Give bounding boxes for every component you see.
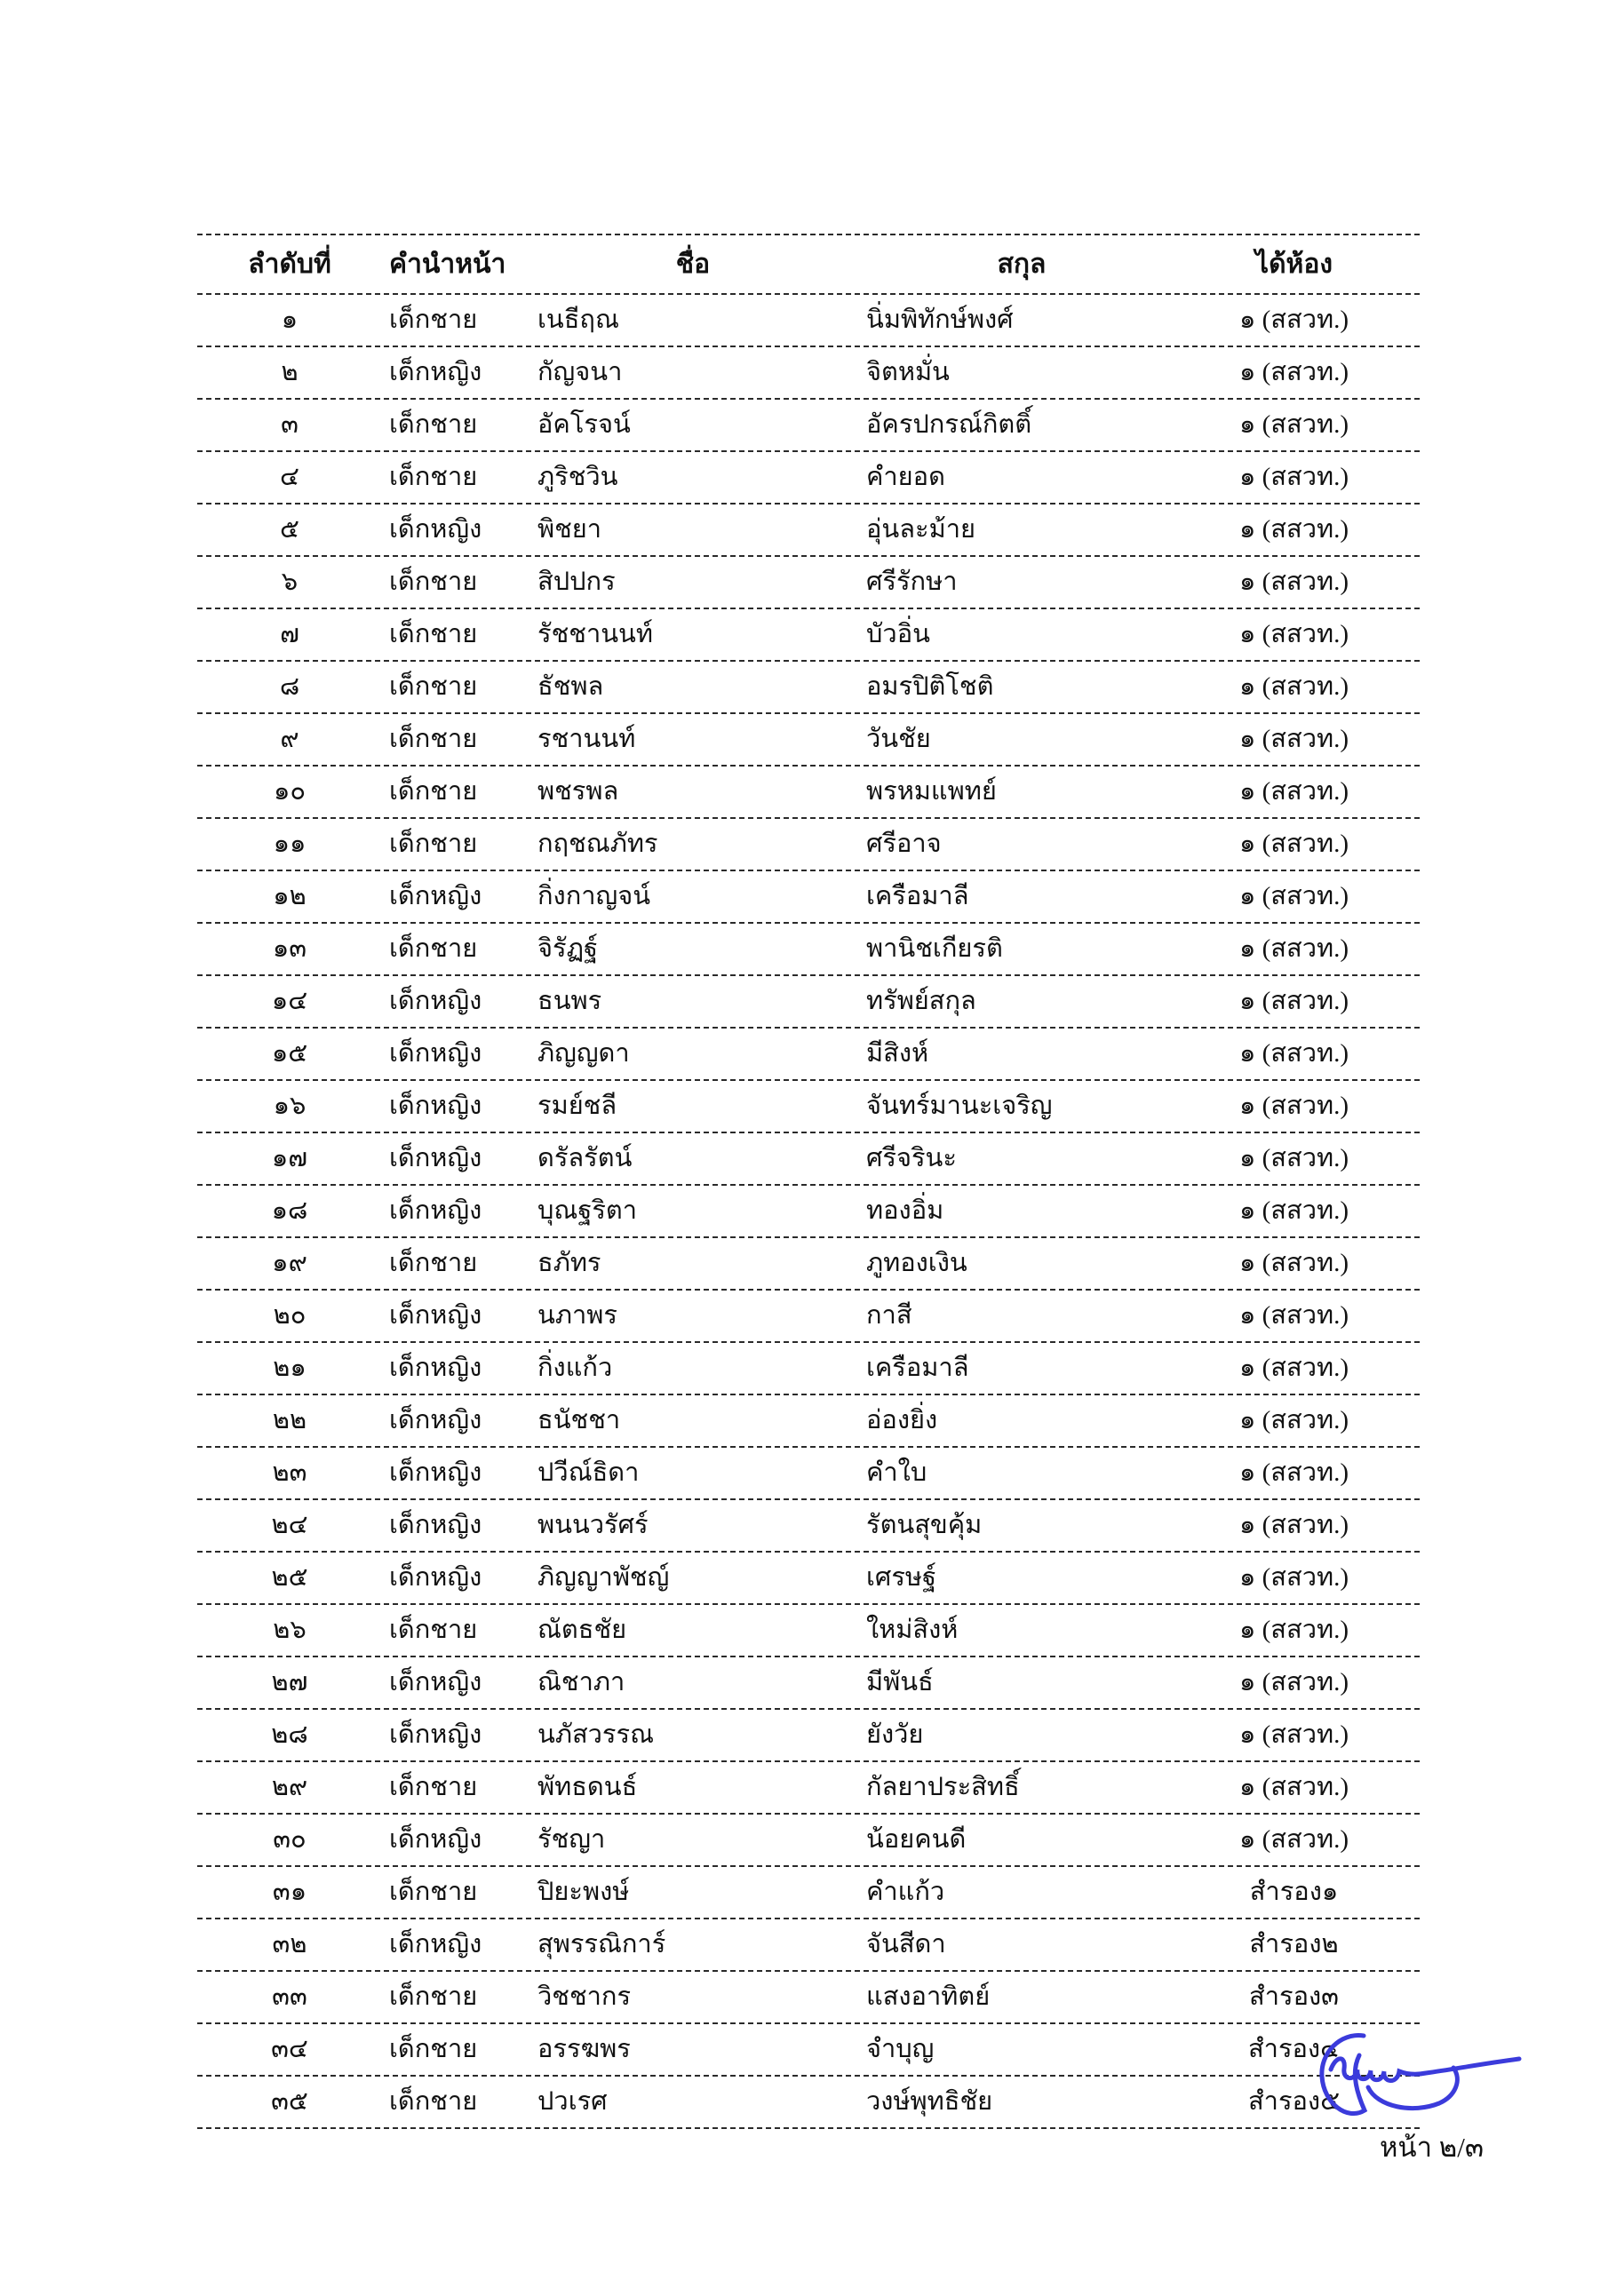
prefix-cell: เด็กหญิง xyxy=(389,1301,482,1330)
prefix-cell: เด็กหญิง xyxy=(389,1092,482,1120)
header-no: ลำดับที่ xyxy=(248,249,331,279)
last-name-cell: คำใบ xyxy=(866,1458,927,1487)
row-number-cell: ๒๘ xyxy=(271,1720,308,1749)
table-row xyxy=(197,1710,1420,1762)
prefix-cell: เด็กชาย xyxy=(389,777,478,806)
table-row xyxy=(197,1448,1420,1500)
last-name-cell: ทองอิ่ม xyxy=(866,1196,944,1225)
room-cell: ๑ (สสวท.) xyxy=(1238,1668,1349,1696)
row-number-cell: ๑๕ xyxy=(271,1039,308,1068)
row-number-cell: ๑๗ xyxy=(271,1144,308,1172)
last-name-cell: ศรีรักษา xyxy=(866,568,958,596)
row-number-cell: ๖ xyxy=(281,568,299,596)
room-cell: ๑ (สสวท.) xyxy=(1238,358,1349,386)
last-name-cell: ยังวัย xyxy=(866,1720,924,1749)
last-name-cell: น้อยคนดี xyxy=(866,1825,967,1854)
room-cell: ๑ (สสวท.) xyxy=(1238,830,1349,858)
first-name-cell: นภาพร xyxy=(537,1301,617,1330)
prefix-cell: เด็กหญิง xyxy=(389,1668,482,1696)
last-name-cell: คำยอด xyxy=(866,463,945,491)
prefix-cell: เด็กชาย xyxy=(389,1982,478,2011)
last-name-cell: วันชัย xyxy=(866,725,931,753)
first-name-cell: อัคโรจน์ xyxy=(537,410,631,439)
table-header-row xyxy=(197,235,1420,295)
first-name-cell: ณิชาภา xyxy=(537,1668,625,1696)
first-name-cell: นภัสวรรณ xyxy=(537,1720,654,1749)
table-row xyxy=(197,1815,1420,1867)
last-name-cell: มีสิงห์ xyxy=(866,1039,929,1068)
last-name-cell: ทรัพย์สกุล xyxy=(866,987,976,1015)
last-name-cell: นิ่มพิทักษ์พงศ์ xyxy=(866,306,1014,334)
table-row xyxy=(197,1605,1420,1657)
table-row xyxy=(197,2077,1420,2129)
row-number-cell: ๑๙ xyxy=(272,1249,307,1277)
table-row xyxy=(197,819,1420,871)
last-name-cell: ศรีจรินะ xyxy=(866,1144,957,1172)
first-name-cell: สุพรรณิการ์ xyxy=(537,1930,666,1958)
room-cell: ๑ (สสวท.) xyxy=(1238,1616,1349,1644)
first-name-cell: กิ่งแก้ว xyxy=(537,1354,613,1382)
prefix-cell: เด็กชาย xyxy=(389,620,478,648)
prefix-cell: เด็กชาย xyxy=(389,1249,478,1277)
prefix-cell: เด็กหญิง xyxy=(389,515,482,544)
last-name-cell: ใหม่สิงห์ xyxy=(866,1616,959,1644)
first-name-cell: เนธีฤณ xyxy=(537,306,619,334)
room-cell: ๑ (สสวท.) xyxy=(1238,987,1349,1015)
room-cell: ๑ (สสวท.) xyxy=(1238,463,1349,491)
table-row xyxy=(197,1972,1420,2024)
row-number-cell: ๙ xyxy=(280,725,299,753)
table-row xyxy=(197,1291,1420,1343)
prefix-cell: เด็กหญิง xyxy=(389,1196,482,1225)
table-row xyxy=(197,557,1420,609)
room-cell: สำรอง๕ xyxy=(1247,2087,1341,2116)
last-name-cell: กัลยาประสิทธิ์ xyxy=(866,1773,1020,1801)
first-name-cell: ปิยะพงษ์ xyxy=(537,1878,630,1906)
room-cell: ๑ (สสวท.) xyxy=(1238,934,1349,963)
row-number-cell: ๑๐ xyxy=(273,777,306,806)
prefix-cell: เด็กชาย xyxy=(389,2087,478,2116)
room-cell: ๑ (สสวท.) xyxy=(1238,1196,1349,1225)
room-cell: ๑ (สสวท.) xyxy=(1238,1039,1349,1068)
prefix-cell: เด็กหญิง xyxy=(389,1563,482,1592)
row-number-cell: ๓๓ xyxy=(272,1982,307,2011)
table-row xyxy=(197,1238,1420,1291)
prefix-cell: เด็กชาย xyxy=(389,672,478,701)
table-row xyxy=(197,1029,1420,1081)
prefix-cell: เด็กชาย xyxy=(389,568,478,596)
last-name-cell: พานิชเกียรติ xyxy=(866,934,1003,963)
last-name-cell: อุ่นละม้าย xyxy=(866,515,975,544)
room-cell: ๑ (สสวท.) xyxy=(1238,568,1349,596)
row-number-cell: ๒ xyxy=(281,358,299,386)
prefix-cell: เด็กหญิง xyxy=(389,1825,482,1854)
row-number-cell: ๓๐ xyxy=(273,1825,306,1854)
table-row xyxy=(197,400,1420,452)
first-name-cell: ดรัลรัตน์ xyxy=(537,1144,633,1172)
prefix-cell: เด็กชาย xyxy=(389,1616,478,1644)
row-number-cell: ๑๒ xyxy=(273,882,306,910)
row-number-cell: ๒๑ xyxy=(273,1354,306,1382)
last-name-cell: เครือมาลี xyxy=(866,1354,969,1382)
room-cell: ๑ (สสวท.) xyxy=(1238,1301,1349,1330)
table-row xyxy=(197,1133,1420,1186)
row-number-cell: ๔ xyxy=(280,463,299,491)
table-row xyxy=(197,609,1420,662)
room-cell: ๑ (สสวท.) xyxy=(1238,1249,1349,1277)
prefix-cell: เด็กชาย xyxy=(389,2035,478,2063)
first-name-cell: ภูริชวิน xyxy=(537,463,618,491)
room-cell: ๑ (สสวท.) xyxy=(1238,777,1349,806)
row-number-cell: ๘ xyxy=(279,672,300,701)
prefix-cell: เด็กหญิง xyxy=(389,1406,482,1434)
prefix-cell: เด็กหญิง xyxy=(389,358,482,386)
room-cell: ๑ (สสวท.) xyxy=(1238,1720,1349,1749)
table-row xyxy=(197,1343,1420,1395)
row-number-cell: ๓๑ xyxy=(272,1878,307,1906)
room-cell: ๑ (สสวท.) xyxy=(1238,1563,1349,1592)
room-cell: สำรอง๑ xyxy=(1249,1878,1339,1906)
last-name-cell: วงษ์พุทธิชัย xyxy=(866,2087,993,2116)
prefix-cell: เด็กหญิง xyxy=(389,1511,482,1539)
room-cell: ๑ (สสวท.) xyxy=(1238,515,1349,544)
room-cell: ๑ (สสวท.) xyxy=(1238,1773,1349,1801)
prefix-cell: เด็กหญิง xyxy=(389,1720,482,1749)
table-row xyxy=(197,767,1420,819)
row-number-cell: ๒๐ xyxy=(273,1301,306,1330)
room-cell: ๑ (สสวท.) xyxy=(1238,1406,1349,1434)
table-row xyxy=(197,1186,1420,1238)
row-number-cell: ๑๖ xyxy=(273,1092,306,1120)
first-name-cell: พนนวรัศร์ xyxy=(537,1511,649,1539)
prefix-cell: เด็กชาย xyxy=(389,306,478,334)
header-prefix: คำนำหน้า xyxy=(389,249,506,279)
row-number-cell: ๑๔ xyxy=(271,987,308,1015)
prefix-cell: เด็กหญิง xyxy=(389,1354,482,1382)
table-row xyxy=(197,1867,1420,1919)
last-name-cell: พรหมแพทย์ xyxy=(866,777,997,806)
last-name-cell: แสงอาทิตย์ xyxy=(866,1982,991,2011)
row-number-cell: ๑๑ xyxy=(273,830,306,858)
last-name-cell: อ่องยิ่ง xyxy=(866,1406,938,1434)
first-name-cell: วิชชากร xyxy=(537,1982,632,2011)
last-name-cell: บัวอิ่น xyxy=(866,620,930,648)
row-number-cell: ๓ xyxy=(281,410,299,439)
table-row xyxy=(197,1919,1420,1972)
table-row xyxy=(197,1500,1420,1553)
first-name-cell: รมย์ชลี xyxy=(537,1092,617,1120)
row-number-cell: ๓๒ xyxy=(272,1930,307,1958)
room-cell: สำรอง๓ xyxy=(1249,1982,1339,2011)
last-name-cell: คำแก้ว xyxy=(866,1878,945,1906)
last-name-cell: จันทร์มานะเจริญ xyxy=(866,1092,1053,1120)
first-name-cell: รัชชานนท์ xyxy=(537,620,653,648)
row-number-cell: ๑๘ xyxy=(271,1196,308,1225)
row-number-cell: ๕ xyxy=(280,515,299,544)
student-table xyxy=(197,234,1420,2129)
row-number-cell: ๑๓ xyxy=(272,934,307,963)
last-name-cell: อมรปิติโชติ xyxy=(866,672,994,701)
last-name-cell: จิตหมั่น xyxy=(866,358,950,386)
prefix-cell: เด็กชาย xyxy=(389,830,478,858)
first-name-cell: พิชยา xyxy=(537,515,602,544)
table-row xyxy=(197,1657,1420,1710)
room-cell: ๑ (สสวท.) xyxy=(1238,1092,1349,1120)
first-name-cell: กัญจนา xyxy=(537,358,623,386)
first-name-cell: ปวีณ์ธิดา xyxy=(537,1458,640,1487)
room-cell: ๑ (สสวท.) xyxy=(1238,410,1349,439)
table-row xyxy=(197,1395,1420,1448)
row-number-cell: ๒๕ xyxy=(271,1563,308,1592)
row-number-cell: ๒๗ xyxy=(271,1668,308,1696)
table-row xyxy=(197,452,1420,504)
first-name-cell: กิ่งกาญจน์ xyxy=(537,882,651,910)
table-row xyxy=(197,662,1420,714)
table-row xyxy=(197,714,1420,767)
first-name-cell: กฤชณภัทร xyxy=(537,830,658,858)
row-number-cell: ๒๖ xyxy=(273,1616,306,1644)
table-row xyxy=(197,871,1420,924)
last-name-cell: ภูทองเงิน xyxy=(866,1249,967,1277)
room-cell: สำรอง๒ xyxy=(1249,1930,1339,1958)
room-cell: ๑ (สสวท.) xyxy=(1238,306,1349,334)
room-cell: ๑ (สสวท.) xyxy=(1238,1354,1349,1382)
first-name-cell: บุณฐริตา xyxy=(537,1196,638,1225)
table-row xyxy=(197,2024,1420,2077)
room-cell: ๑ (สสวท.) xyxy=(1238,1511,1349,1539)
first-name-cell: พชรพล xyxy=(537,777,619,806)
room-cell: สำรอง๔ xyxy=(1247,2035,1341,2063)
last-name-cell: เครือมาลี xyxy=(866,882,969,910)
prefix-cell: เด็กชาย xyxy=(389,1773,478,1801)
first-name-cell: ภิญญาพัชญ์ xyxy=(537,1563,670,1592)
last-name-cell: กาสี xyxy=(866,1301,912,1330)
last-name-cell: จันสีดา xyxy=(866,1930,946,1958)
prefix-cell: เด็กหญิง xyxy=(389,1930,482,1958)
first-name-cell: พัทธดนธ์ xyxy=(537,1773,638,1801)
row-number-cell: ๓๕ xyxy=(271,2087,308,2116)
prefix-cell: เด็กหญิง xyxy=(389,987,482,1015)
room-cell: ๑ (สสวท.) xyxy=(1238,1825,1349,1854)
room-cell: ๑ (สสวท.) xyxy=(1238,1144,1349,1172)
first-name-cell: ธภัทร xyxy=(537,1249,601,1277)
header-last-name: สกุล xyxy=(997,249,1047,279)
first-name-cell: จิรัฏฐ์ xyxy=(537,934,599,963)
last-name-cell: จำบุญ xyxy=(866,2035,935,2063)
first-name-cell: รัชญา xyxy=(537,1825,606,1854)
page-number: หน้า ๒/๓ xyxy=(1380,2132,1485,2163)
prefix-cell: เด็กชาย xyxy=(389,934,478,963)
row-number-cell: ๒๔ xyxy=(271,1511,308,1539)
first-name-cell: ณัตธชัย xyxy=(537,1616,627,1644)
last-name-cell: อัครปกรณ์กิตติ์ xyxy=(866,410,1032,439)
row-number-cell: ๓๔ xyxy=(271,2035,308,2063)
table-body xyxy=(197,295,1420,2129)
table-row xyxy=(197,1081,1420,1133)
row-number-cell: ๒๒ xyxy=(272,1406,307,1434)
header-first-name: ชื่อ xyxy=(675,249,711,279)
room-cell: ๑ (สสวท.) xyxy=(1238,1458,1349,1487)
prefix-cell: เด็กหญิง xyxy=(389,1144,482,1172)
room-cell: ๑ (สสวท.) xyxy=(1238,882,1349,910)
row-number-cell: ๗ xyxy=(280,620,299,648)
table-row xyxy=(197,347,1420,400)
prefix-cell: เด็กหญิง xyxy=(389,882,482,910)
first-name-cell: อรรฆพร xyxy=(537,2035,631,2063)
first-name-cell: ภิญญดา xyxy=(537,1039,630,1068)
prefix-cell: เด็กชาย xyxy=(389,410,478,439)
table-row xyxy=(197,1553,1420,1605)
prefix-cell: เด็กหญิง xyxy=(389,1458,482,1487)
room-cell: ๑ (สสวท.) xyxy=(1238,672,1349,701)
row-number-cell: ๑ xyxy=(281,306,299,334)
first-name-cell: ธนพร xyxy=(537,987,602,1015)
prefix-cell: เด็กชาย xyxy=(389,725,478,753)
table-row xyxy=(197,976,1420,1029)
first-name-cell: ปวเรศ xyxy=(537,2087,608,2116)
row-number-cell: ๒๙ xyxy=(271,1773,308,1801)
room-cell: ๑ (สสวท.) xyxy=(1238,725,1349,753)
prefix-cell: เด็กหญิง xyxy=(389,1039,482,1068)
header-room: ได้ห้อง xyxy=(1254,249,1333,279)
last-name-cell: รัตนสุขคุ้ม xyxy=(866,1511,983,1539)
first-name-cell: ธนัชชา xyxy=(537,1406,621,1434)
table-row xyxy=(197,295,1420,347)
first-name-cell: สิปปกร xyxy=(537,568,616,596)
prefix-cell: เด็กชาย xyxy=(389,463,478,491)
first-name-cell: รชานนท์ xyxy=(537,725,636,753)
last-name-cell: มีพันธ์ xyxy=(866,1668,934,1696)
row-number-cell: ๒๓ xyxy=(272,1458,307,1487)
table-row xyxy=(197,924,1420,976)
last-name-cell: ศรีอาจ xyxy=(866,830,942,858)
last-name-cell: เศรษฐ์ xyxy=(866,1563,937,1592)
table-row xyxy=(197,504,1420,557)
first-name-cell: ธัชพล xyxy=(537,672,604,701)
table-row xyxy=(197,1762,1420,1815)
prefix-cell: เด็กชาย xyxy=(389,1878,478,1906)
room-cell: ๑ (สสวท.) xyxy=(1238,620,1349,648)
